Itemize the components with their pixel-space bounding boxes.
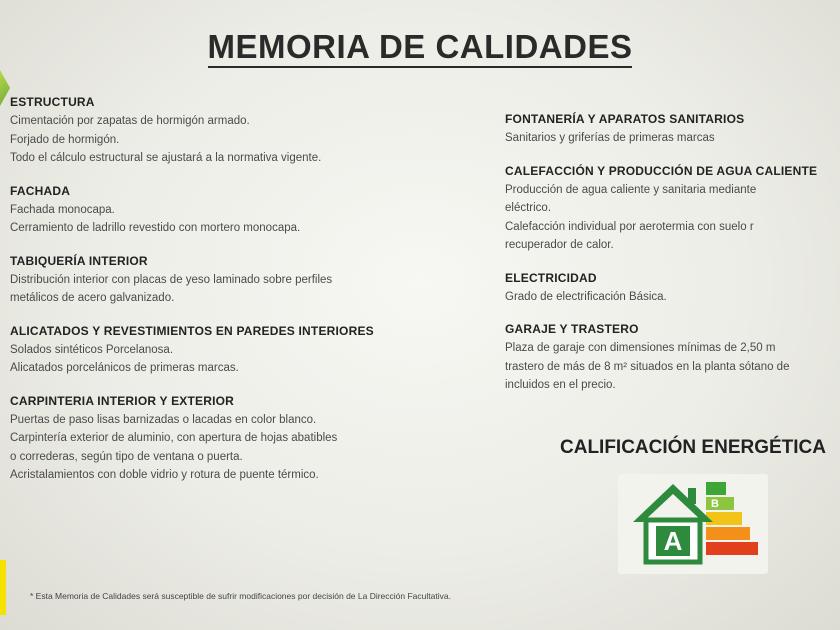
section-line: Acristalamientos con doble vidrio y rotura de puente térmico. xyxy=(10,469,319,481)
section-line: Forjado de hormigón. xyxy=(10,133,120,146)
section-line: Producción de agua caliente y sanitaria mediante xyxy=(505,183,757,196)
section-line: Calefacción individual por aerotermia con suelo r xyxy=(505,220,754,233)
energy-rating-image xyxy=(618,474,768,574)
section-line: metálicos de acero galvanizado. xyxy=(10,292,175,304)
scale-bar-e xyxy=(706,542,758,555)
energy-rating-title: CALIFICACIÓN ENERGÉTICA xyxy=(560,437,826,458)
energy-rating-letter: A xyxy=(663,526,683,556)
section-line: Puertas de paso lisas barnizadas o lacadas en color blanco. xyxy=(10,413,317,426)
section-line: eléctrico. xyxy=(505,202,552,214)
scale-bar-a xyxy=(706,482,726,495)
energy-house-icon xyxy=(618,474,768,574)
left-column xyxy=(10,95,450,501)
section-line: Cerramiento de ladrillo revestido con mortero monocapa. xyxy=(10,222,301,234)
section-fontaneria xyxy=(505,112,840,148)
scale-bar-d xyxy=(706,527,750,540)
section-line: incluidos en el precio. xyxy=(505,379,616,391)
section-title: CALEFACCIÓN Y PRODUCCIÓN DE AGUA CALIENTE xyxy=(505,163,818,178)
section-title: ALICATADOS Y REVESTIMIENTOS EN PAREDES INTERIORES xyxy=(10,323,374,338)
section-calefaccion xyxy=(505,164,840,255)
section-line: Plaza de garaje con dimensiones mínimas de 2,50 m xyxy=(505,342,776,354)
energy-scale-bars xyxy=(706,482,758,555)
house-chimney xyxy=(688,488,696,504)
section-alicatados xyxy=(10,324,450,378)
decorative-yellow-mark xyxy=(0,560,6,615)
section-line: Alicatados porcelánicos de primeras marcas. xyxy=(10,362,239,374)
section-line: trastero de más de 8 m² situados en la planta sótano de xyxy=(505,360,790,373)
section-line: recuperador de calor. xyxy=(505,239,614,251)
section-title: FONTANERÍA Y APARATOS SANITARIOS xyxy=(505,112,745,126)
section-estructura xyxy=(10,95,450,168)
right-column xyxy=(505,112,840,411)
section-line: Fachada monocapa. xyxy=(10,203,115,216)
scale-bar-c xyxy=(706,512,742,525)
house-roof xyxy=(633,484,713,522)
section-line: Carpintería exterior de aluminio, con apertura de hojas abatibles xyxy=(10,432,338,444)
section-carpinteria xyxy=(10,394,450,485)
section-title: CARPINTERIA INTERIOR Y EXTERIOR xyxy=(10,393,235,408)
page-title: MEMORIA DE CALIDADES xyxy=(0,28,840,66)
section-line: Distribución interior con placas de yeso laminado sobre perfiles xyxy=(10,273,333,286)
scale-letter-b: B xyxy=(711,498,719,510)
section-fachada xyxy=(10,184,450,238)
section-line: Todo el cálculo estructural se ajustará a la normativa vigente. xyxy=(10,152,322,164)
section-line: Grado de electrificación Básica. xyxy=(505,290,667,303)
section-electricidad xyxy=(505,271,840,307)
section-title: ELECTRICIDAD xyxy=(505,270,597,285)
section-garaje xyxy=(505,322,840,395)
section-title: ESTRUCTURA xyxy=(10,95,95,109)
section-title: TABIQUERÍA INTERIOR xyxy=(10,253,148,268)
section-line: Cimentación por zapatas de hormigón armado. xyxy=(10,115,250,127)
section-line: Sanitarios y griferías de primeras marcas xyxy=(505,132,715,144)
section-title: FACHADA xyxy=(10,183,71,198)
decorative-leaf xyxy=(0,70,10,106)
section-tabiqueria xyxy=(10,254,450,308)
section-title: GARAJE Y TRASTERO xyxy=(505,322,639,336)
section-line: o correderas, según tipo de ventana o puerta. xyxy=(10,450,243,463)
footnote: * Esta Memoria de Calidades será susceptible de sufrir modificaciones por decisión de La Dirección Facultativa. xyxy=(30,591,451,601)
section-line: Solados sintéticos Porcelanosa. xyxy=(10,343,174,356)
